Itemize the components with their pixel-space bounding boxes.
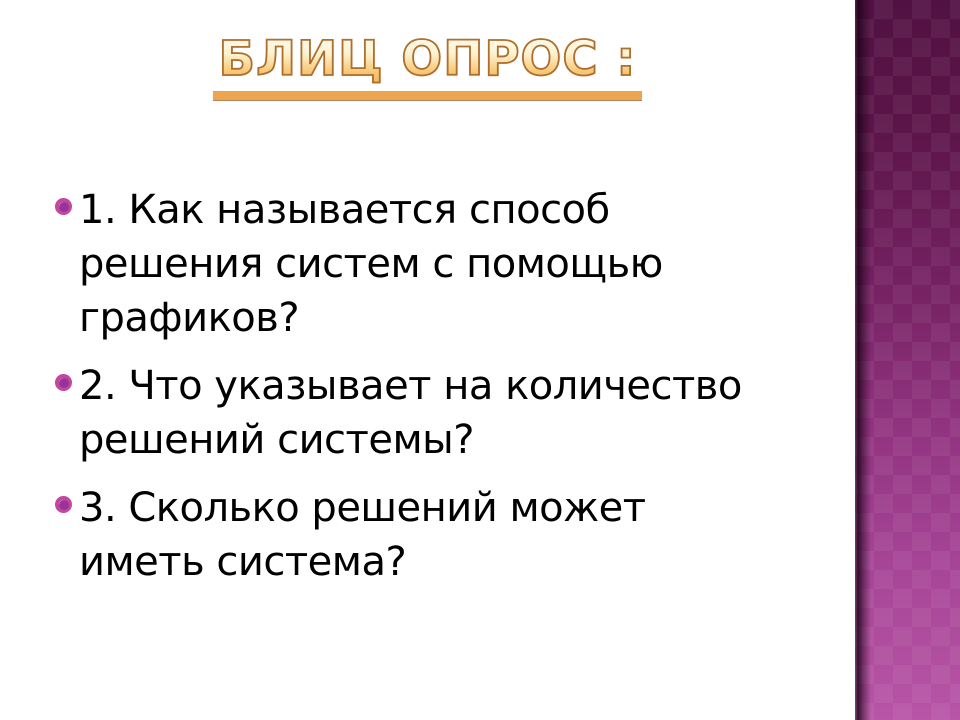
decorative-sidebar [855,0,960,720]
question-line: решения систем с помощью [79,241,663,287]
list-item [55,359,835,467]
question-text [79,359,742,467]
list-item [55,481,835,589]
title-area [0,30,855,100]
slide-title: БЛИЦ ОПРОС : [213,30,643,100]
question-text [79,481,646,589]
ring-dot-bullet-icon [55,374,72,391]
list-item [55,183,835,345]
ring-dot-bullet-icon [55,198,72,215]
ring-dot-bullet-icon [55,496,72,513]
question-line: иметь система? [79,539,407,585]
question-line: 3. Сколько решений может [79,485,646,531]
question-line: решений системы? [79,417,474,463]
question-line: 2. Что указывает на количество [79,363,742,409]
question-text [79,183,663,345]
question-list [55,183,835,603]
question-line: 1. Как называется способ [79,187,610,233]
question-line: графиков? [79,295,300,341]
